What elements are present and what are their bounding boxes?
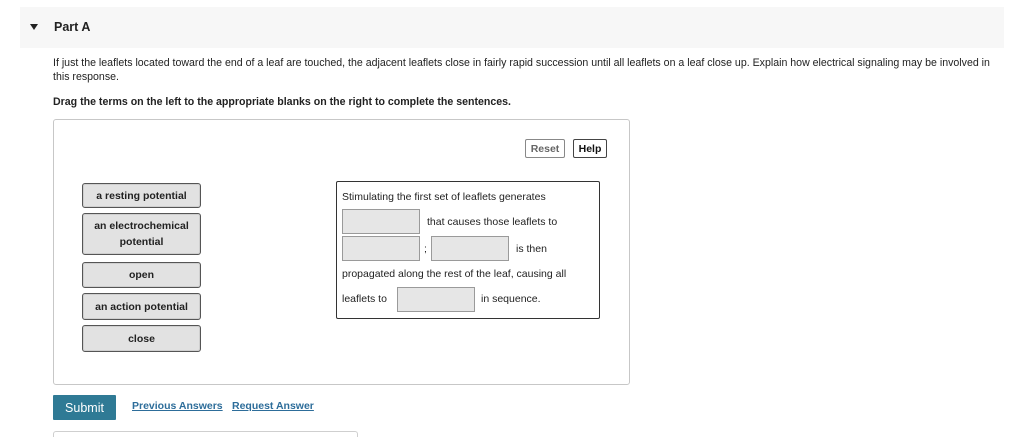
term-open[interactable]: open [82,262,201,288]
drop-blank-4[interactable] [397,287,475,312]
sentence-target-box [336,181,600,319]
sentence-separator: ; [424,243,427,255]
sentence-part-3: is then [516,243,547,255]
drop-blank-3[interactable] [431,236,509,261]
sentence-part-2: that causes those leaflets to [427,216,558,228]
sentence-part-5: leaflets to [342,293,387,305]
sentence-part-1: Stimulating the first set of leaflets generates [342,191,546,203]
caret-down-icon[interactable] [30,24,38,30]
term-close[interactable]: close [82,325,201,352]
part-header[interactable] [20,7,1004,48]
question-text: If just the leaflets located toward the end of a leaf are touched, the adjacent leaflets close in fairly rapid succession until all leaflets on a leaf close up. Explain how electrical signaling may be involved in this response. [53,57,990,83]
sentence-part-4: propagated along the rest of the leaf, causing all [342,268,567,280]
term-resting-potential[interactable]: a resting potential [82,183,201,208]
drag-drop-workspace [53,119,630,385]
part-title: Part A [54,20,91,34]
feedback-panel-edge [53,431,358,437]
term-electrochemical-potential[interactable]: an electrochemical potential [82,213,201,255]
previous-answers-link[interactable]: Previous Answers [132,400,223,412]
sentence-part-6: in sequence. [481,293,541,305]
help-button[interactable]: Help [573,139,607,158]
request-answer-link[interactable]: Request Answer [232,400,314,412]
drop-blank-1[interactable] [342,209,420,234]
term-action-potential[interactable]: an action potential [82,293,201,320]
instruction-text: Drag the terms on the left to the appropriate blanks on the right to complete the sentences. [53,96,511,108]
reset-button[interactable]: Reset [525,139,565,158]
drop-blank-2[interactable] [342,236,420,261]
submit-button[interactable]: Submit [53,395,116,420]
